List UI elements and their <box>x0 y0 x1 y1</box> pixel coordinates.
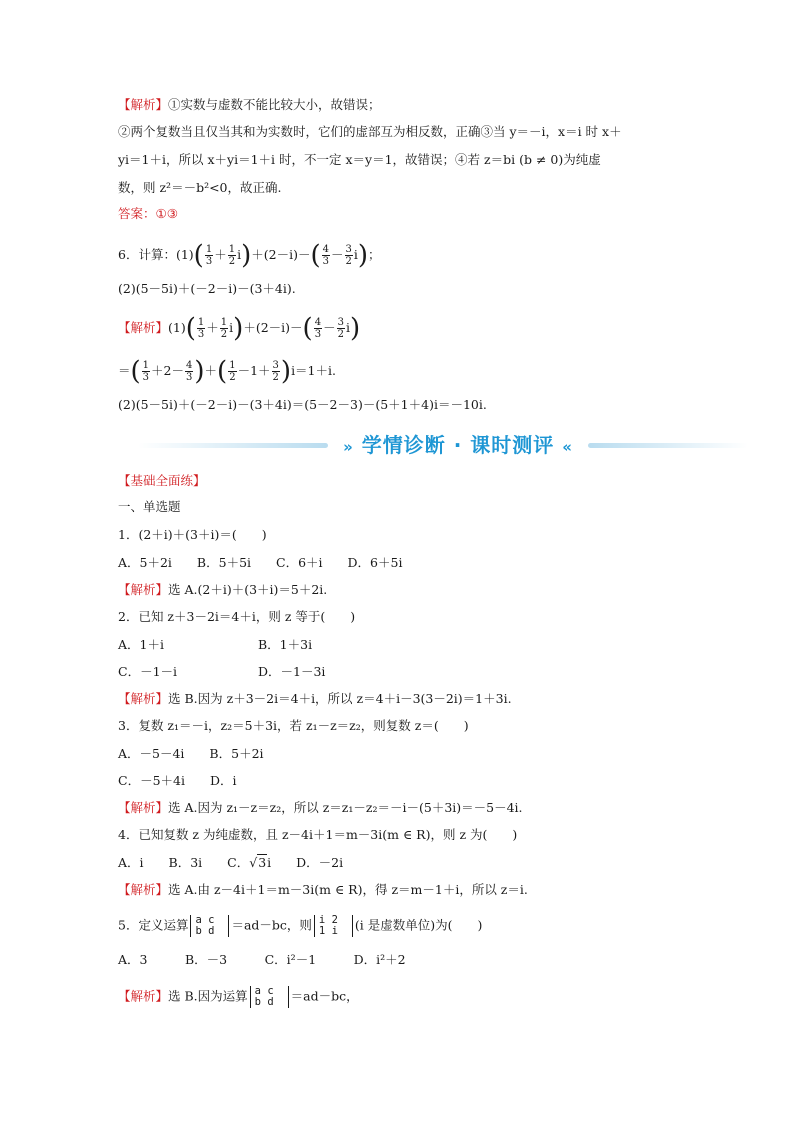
question-text: 5．定义运算 <box>118 917 189 933</box>
question-6-part1: 6．计算：(1)( $\frac{1}{3}$ ＋ $\frac{1}{2}$ i)＋(2－i)－( $\frac{4}{3}$ － $\frac{3}{2}$ i)； <box>118 240 381 271</box>
options-text: i D．－2i <box>267 855 344 870</box>
det-entry: a <box>254 985 261 997</box>
solution-line <box>118 96 381 114</box>
question-1-options <box>118 554 402 572</box>
solution-text: 选 B.因为运算 <box>168 988 248 1004</box>
double-chevron-right-icon: » <box>343 438 354 456</box>
question-text: 4．已知复数 z 为纯虚数，且 z－4i＋1＝m－3i(m ∈ R)，则 z 为( ) <box>118 827 518 842</box>
question-3-options-ab <box>118 745 264 763</box>
question-text: 2．已知 z＋3－2i＝4＋i，则 z 等于( ) <box>118 609 356 624</box>
banner-title-text: 学情诊断 · 课时测评 <box>361 433 555 457</box>
solution-text: 选 A.(2＋i)＋(3＋i)＝5＋2i. <box>168 582 328 597</box>
det-entry: i <box>318 914 326 926</box>
analysis-tag: 【解析】 <box>118 97 169 112</box>
question-3 <box>118 717 469 735</box>
det-entry: 2 <box>331 914 338 926</box>
det-entry: b <box>195 925 202 937</box>
solution-line <box>118 179 281 197</box>
analysis-tag: 【解析】 <box>118 582 169 597</box>
sqrt-radicand: 3 <box>258 855 267 870</box>
analysis-tag: 【解析】 <box>118 800 169 815</box>
section-heading <box>118 498 181 516</box>
solution-text: ＋(2－i)－ <box>243 320 303 335</box>
options-text: A．－5－4i B．5＋2i <box>118 746 264 761</box>
solution-1 <box>118 581 327 599</box>
solution-text: 选 A.因为 z₁－z＝z₂，所以 z＝z₁－z₂＝－i－(5＋3i)＝－5－4i. <box>168 800 523 815</box>
solution-text: 选 A.由 z－4i＋1＝m－3i(m ∈ R)，得 z＝m－1＋i，所以 z＝i. <box>168 882 528 897</box>
solution-text: 数，则 z²＝－b²<0，故正确. <box>118 180 282 195</box>
det-entry: c <box>208 914 215 926</box>
question-text: (i 是虚数单位)为( ) <box>354 917 483 933</box>
question-text: 1．(2＋i)＋(3＋i)＝( ) <box>118 527 267 542</box>
det-entry: a <box>195 914 202 926</box>
option-c: C．－1－i <box>118 664 178 679</box>
solution-text: (2)(5－5i)＋(－2－i)－(3＋4i)＝(5－2－3)－(5＋1＋4)i＝－10i. <box>118 397 487 412</box>
answer-label: 答案 <box>118 206 144 221</box>
analysis-tag: 【解析】 <box>118 988 169 1004</box>
determinant-definition <box>190 915 229 937</box>
section-banner <box>118 430 748 460</box>
banner-bar-left <box>138 443 328 448</box>
question-6-part2 <box>118 280 296 298</box>
analysis-tag: 【解析】 <box>118 882 169 897</box>
solution-6-line3 <box>118 396 487 414</box>
solution-text: ②两个复数当且仅当其和为实数时，它们的虚部互为相反数，正确③当 y＝－i，x＝i 时 x＋ <box>118 124 622 139</box>
question-text: ； <box>368 247 381 262</box>
solution-text: 选 B.因为 z＋3－2i＝4＋i，所以 z＝4＋i－3(3－2i)＝1＋3i. <box>168 691 512 706</box>
answer-value: ：①③ <box>143 206 178 221</box>
option-b: B．1＋3i <box>258 637 313 652</box>
option-a: A．1＋i <box>118 637 164 652</box>
question-5-options <box>118 951 406 969</box>
options-text: A．3 B．－3 C．i²－1 D．i²＋2 <box>118 952 406 967</box>
question-text: 6．计算：(1) <box>118 247 194 262</box>
det-entry: 1 <box>318 925 326 937</box>
solution-6-line1: 【解析】(1)( $\frac{1}{3}$ ＋ $\frac{1}{2}$ i)＋(2－i)－( $\frac{4}{3}$ － $\frac{3}{2}$ i) <box>118 313 361 344</box>
question-3-options-cd <box>118 772 237 790</box>
solution-line <box>118 151 601 169</box>
solution-5 <box>118 986 359 1008</box>
options-text: A．5＋2i B．5＋5i C．6＋i D．6＋5i <box>118 555 403 570</box>
sqrt-symbol: √ <box>249 855 258 870</box>
det-entry: i <box>331 925 338 937</box>
question-text: 3．复数 z₁＝－i，z₂＝5＋3i，若 z₁－z＝z₂，则复数 z＝( ) <box>118 718 469 733</box>
banner-bar-right <box>588 443 748 448</box>
solution-text: ＝ <box>118 363 131 378</box>
question-text: (2)(5－5i)＋(－2－i)－(3＋4i). <box>118 281 296 296</box>
option-d: D．－1－3i <box>258 664 326 679</box>
det-entry: b <box>254 996 261 1008</box>
double-chevron-left-icon: « <box>562 438 573 456</box>
solution-text: ＝ad－bc， <box>290 988 359 1004</box>
question-text: ＝ad－bc，则 <box>231 917 312 933</box>
answer-line <box>118 205 178 223</box>
det-entry: c <box>267 985 274 997</box>
options-text: C．－5＋4i D．i <box>118 773 237 788</box>
solution-line <box>118 123 622 141</box>
determinant-question <box>314 915 353 937</box>
question-4-options <box>118 854 343 872</box>
solution-4 <box>118 881 528 899</box>
question-2 <box>118 608 355 626</box>
solution-text: (1) <box>168 320 186 335</box>
question-2-options-ab <box>118 636 313 654</box>
practice-heading <box>118 472 206 490</box>
question-2-options-cd <box>118 663 326 681</box>
solution-6-line2: ＝( $\frac{1}{3}$ ＋2－ $\frac{4}{3}$ )＋( $\frac{1}{2}$ －1＋ $\frac{3}{2}$ )i＝1＋i. <box>118 356 336 387</box>
practice-tag: 【基础全面练】 <box>118 473 206 488</box>
options-text: A．i B．3i C． <box>118 855 250 870</box>
solution-2 <box>118 690 512 708</box>
solution-3 <box>118 799 523 817</box>
question-4 <box>118 826 517 844</box>
analysis-tag: 【解析】 <box>118 320 169 335</box>
solution-text: yi＝1＋i，所以 x＋yi＝1＋i 时，不一定 x＝y＝1，故错误；④若 z＝bi (b ≠ 0)为纯虚 <box>118 152 601 167</box>
section-title: 一、单选题 <box>118 499 181 514</box>
solution-text: ＋ <box>204 363 218 378</box>
question-5 <box>118 915 482 937</box>
determinant-definition <box>250 986 289 1008</box>
det-entry: d <box>208 925 215 937</box>
question-text: ＋(2－i)－ <box>251 247 311 262</box>
analysis-tag: 【解析】 <box>118 691 169 706</box>
solution-text: ①实数与虚数不能比较大小，故错误； <box>168 97 381 112</box>
solution-text: i＝1＋i. <box>291 363 336 378</box>
det-entry: d <box>267 996 274 1008</box>
question-1 <box>118 526 267 544</box>
banner-title <box>328 430 588 462</box>
